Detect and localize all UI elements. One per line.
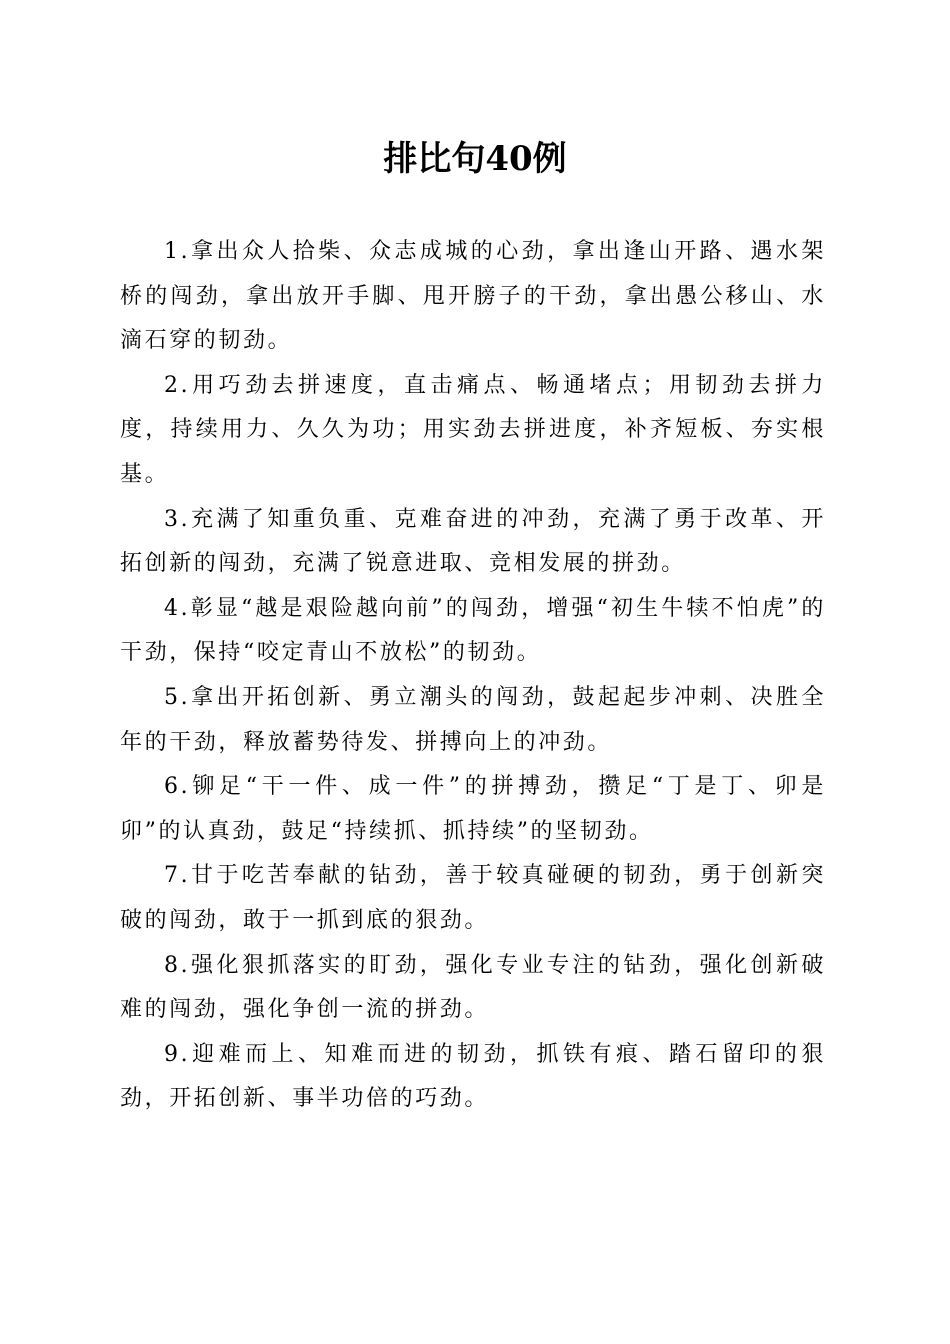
paragraph-1: 1.拿出众人拾柴、众志成城的心劲，拿出逢山开路、遇水架桥的闯劲，拿出放开手脚、甩开膀子的干劲，拿出愚公移山、水滴石穿的韧劲。 [120, 239, 826, 354]
paragraph-8: 8.强化狠抓落实的盯劲，强化专业专注的钻劲，强化创新破难的闯劲，强化争创一流的拼劲。 [120, 952, 826, 1023]
document-body [120, 230, 826, 1122]
paragraph-2: 2.用巧劲去拼速度，直击痛点、畅通堵点；用韧劲去拼力度，持续用力、久久为功；用实劲去拼进度，补齐短板、夯实根基。 [120, 372, 826, 487]
paragraph-3: 3.充满了知重负重、克难奋进的冲劲，充满了勇于改革、开拓创新的闯劲，充满了锐意进取、竞相发展的拼劲。 [120, 506, 826, 577]
paragraph-7: 7.甘于吃苦奉献的钻劲，善于较真碰硬的韧劲，勇于创新突破的闯劲，敢于一抓到底的狠劲。 [120, 863, 826, 933]
paragraph-6: 6.铆足“干一件、成一件”的拼搏劲，攒足“丁是丁、卯是卯”的认真劲，鼓足“持续抓、抓持续”的坚韧劲。 [120, 774, 826, 844]
paragraph-9: 9.迎难而上、知难而进的韧劲，抓铁有痕、踏石留印的狠劲，开拓创新、事半功倍的巧劲。 [120, 1041, 826, 1112]
paragraph-4: 4.彰显“越是艰险越向前”的闯劲，增强“初生牛犊不怕虎”的干劲，保持“咬定青山不放松”的韧劲。 [120, 595, 826, 666]
document-title: 排比句40例 [383, 139, 567, 179]
paragraph-5: 5.拿出开拓创新、勇立潮头的闯劲，鼓起起步冲刺、决胜全年的干劲，释放蓄势待发、拼搏向上的冲劲。 [120, 684, 826, 755]
